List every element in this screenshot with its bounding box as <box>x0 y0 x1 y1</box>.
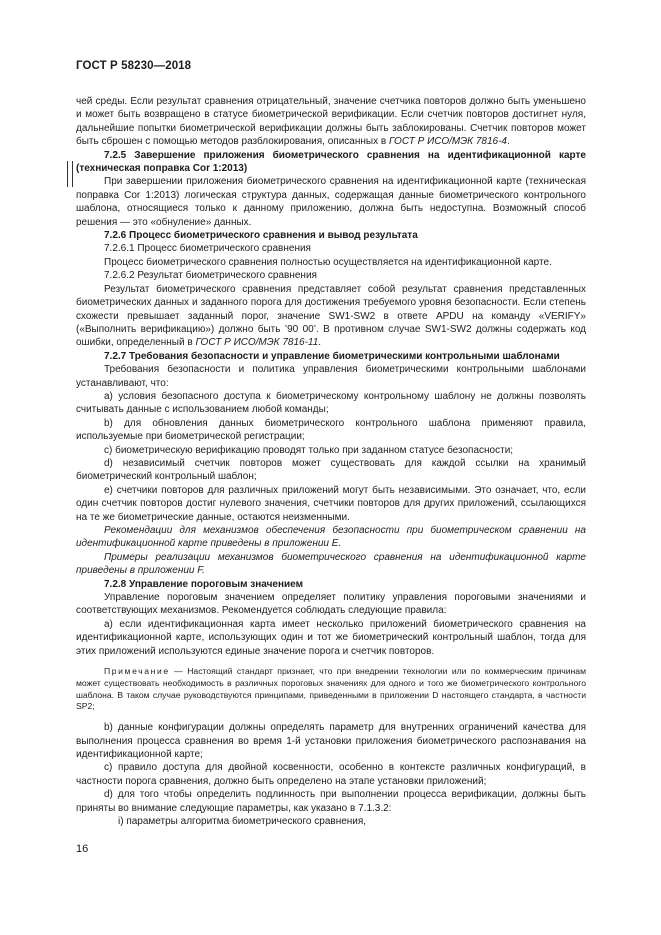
subsection-heading-7-2-6-1: 7.2.6.1 Процесс биометрического сравнения <box>104 243 311 255</box>
note-label: Примечание <box>104 666 170 677</box>
list-item-7-2-8-a: а) если идентификационная карта имеет несколько приложений биометрического сравнения на идентификационной карте, использующих один и тот же биометрический контрольный шаблон, тогда для этих приложений используются единые значение порога и счетчик повторов. <box>76 618 586 657</box>
section-heading-7-2-8: 7.2.8 Управление пороговым значением <box>104 578 303 590</box>
section-heading-7-2-5: 7.2.5 Завершение приложения биометрического сравнения на идентификационной карте (техническая поправка Cor 1:2013) <box>76 149 586 175</box>
section-heading-7-2-6: 7.2.6 Процесс биометрического сравнения и вывод результата <box>104 230 418 242</box>
recommendation-annex-f: Примеры реализации механизмов биометрического сравнения на идентификационной карте приведены в приложении F. <box>76 551 586 577</box>
subsection-heading-7-2-6-2: 7.2.6.2 Результат биометрического сравнения <box>104 270 317 282</box>
standard-reference: ГОСТ Р ИСО/МЭК 7816-4 <box>388 136 507 148</box>
note-text: — Настоящий стандарт признает, что при внедрении технологии или по коммерческим причинам может существовать необходимость в различных пороговых значениях для одного и того же биометрического контрольного шаблона. В таком случае руководствуются принципами, приведенными в приложении D настоящего стандарта, в частности SP2; <box>76 666 586 712</box>
recommendation-annex-e: Рекомендации для механизмов обеспечения безопасности при биометрическом сравнении на идентификационной карте приведены в приложении Е. <box>76 525 586 550</box>
paragraph-text: чей среды. Если результат сравнения отрицательный, значение счетчика повторов должно быть уменьшено и может быть возвращено в статусе биометрической верификации. Если счетчик повторов достигнет нуля, дальнейшие попытки биометрической верификации должны быть заблокированы. Счетчик повторов может быть сброшен с помощью методов разблокирования, описанных в <box>76 96 586 148</box>
change-bar <box>67 161 73 187</box>
list-item-c: c) биометрическую верификацию проводят только при заданном статусе безопасности; <box>104 444 514 456</box>
paragraph-7-2-8: Управление пороговым значением определяет политику управления пороговыми значениями и соответствующих механизмов. Рекомендуется соблюдать следующие правила: <box>76 592 586 617</box>
paragraph-7-2-5: При завершении приложения биометрического сравнения на идентификационной карте (техническая поправка Cor 1:2013) логическая структура данных, содержащая данные биометрического контрольного шаблона, относящиеся только к данному приложению, должна быть недоступна. Возможный способ решения — это «обнуление» данных. <box>76 176 586 228</box>
list-item-7-2-8-d: d) для того чтобы определить подлинность при выполнении процесса верификации, должны быть приняты во внимание следующие параметры, как указано в 7.1.3.2: <box>76 789 586 814</box>
list-item-d: d) независимый счетчик повторов может существовать для каждой ссылки на хранимый биометрический контрольный шаблон; <box>76 457 586 483</box>
document-header: ГОСТ Р 58230—2018 <box>76 60 192 72</box>
paragraph-continuation: чей среды. Если результат сравнения отрицательный, значение счетчика повторов должно быть уменьшено и может быть возвращено в статусе биометрической верификации. Если счетчик повторов достигнет нуля, дальнейшие попытки биометрической верификации должны быть заблокированы. Счетчик повторов может быть сброшен с помощью методов разблокирования, описанных в ГОСТ Р ИСО/МЭК 7816-4. <box>76 96 586 148</box>
list-subitem-i: i) параметры алгоритма биометрического сравнения, <box>118 816 367 828</box>
standard-reference: ГОСТ Р ИСО/МЭК 7816-11 <box>195 337 319 349</box>
paragraph-7-2-7: Требования безопасности и политика управления биометрическими контрольными шаблонами устанавливают, что: <box>76 364 586 389</box>
paragraph-7-2-6-2: Результат биометрического сравнения представляет собой результат сравнения представленных биометрических данных и заданного порога для достижения требуемого уровня безопасности. Если степень схожести превышает заданный порог, значение SW1-SW2 в ответе APDU на команду «VERIFY» («Выполнить верификацию») должно быть ’90 00’. В противном случае SW1-SW2 должны содержать код ошибки, определенный в ГОСТ Р ИСО/МЭК 7816-11. <box>76 283 586 349</box>
page-body <box>76 95 586 829</box>
paragraph-7-2-6-1: Процесс биометрического сравнения полностью осуществляется на идентификационной карте. <box>104 256 552 268</box>
paragraph-text: Результат биометрического сравнения представляет собой результат сравнения представленных биометрических данных и заданного порога для достижения требуемого уровня безопасности. Если степень схожести превышает заданный порог, значение SW1-SW2 в ответе APDU на команду «VERIFY» («Выполнить верификацию») должно быть ’90 00’. В противном случае SW1-SW2 должны содержать код ошибки, определенный в <box>76 283 586 349</box>
list-item-7-2-8-c: c) правило доступа для двойной косвенности, особенно в контексте различных конфигураций, в частности порога сравнения, должно быть определено на этапе установки приложений; <box>76 762 586 787</box>
list-item-b: b) для обновления данных биометрического контрольного шаблона применяют правила, используемые при биометрической регистрации; <box>76 417 586 443</box>
list-item-a: а) условия безопасного доступа к биометрическому контрольному шаблону не должны позволять считывать данные с использованием любой команды; <box>76 390 586 416</box>
page-number: 16 <box>76 843 89 855</box>
list-item-e: e) счетчики повторов для различных приложений могут быть независимыми. Это означает, что, если один счетчик повторов достиг нулевого значения, счетчики повторов для других приложений, ссылающихся на те же биометрические данные, остаются неизменными. <box>76 484 586 523</box>
note <box>76 666 586 713</box>
section-heading-7-2-7: 7.2.7 Требования безопасности и управление биометрическими контрольными шаблонами <box>104 350 560 362</box>
list-item-7-2-8-b: b) данные конфигурации должны определять параметр для внутренних ограничений качества для выполнения процесса сравнения во время 1-й установки приложения биометрического распознавания на идентификационной карте; <box>76 722 586 761</box>
